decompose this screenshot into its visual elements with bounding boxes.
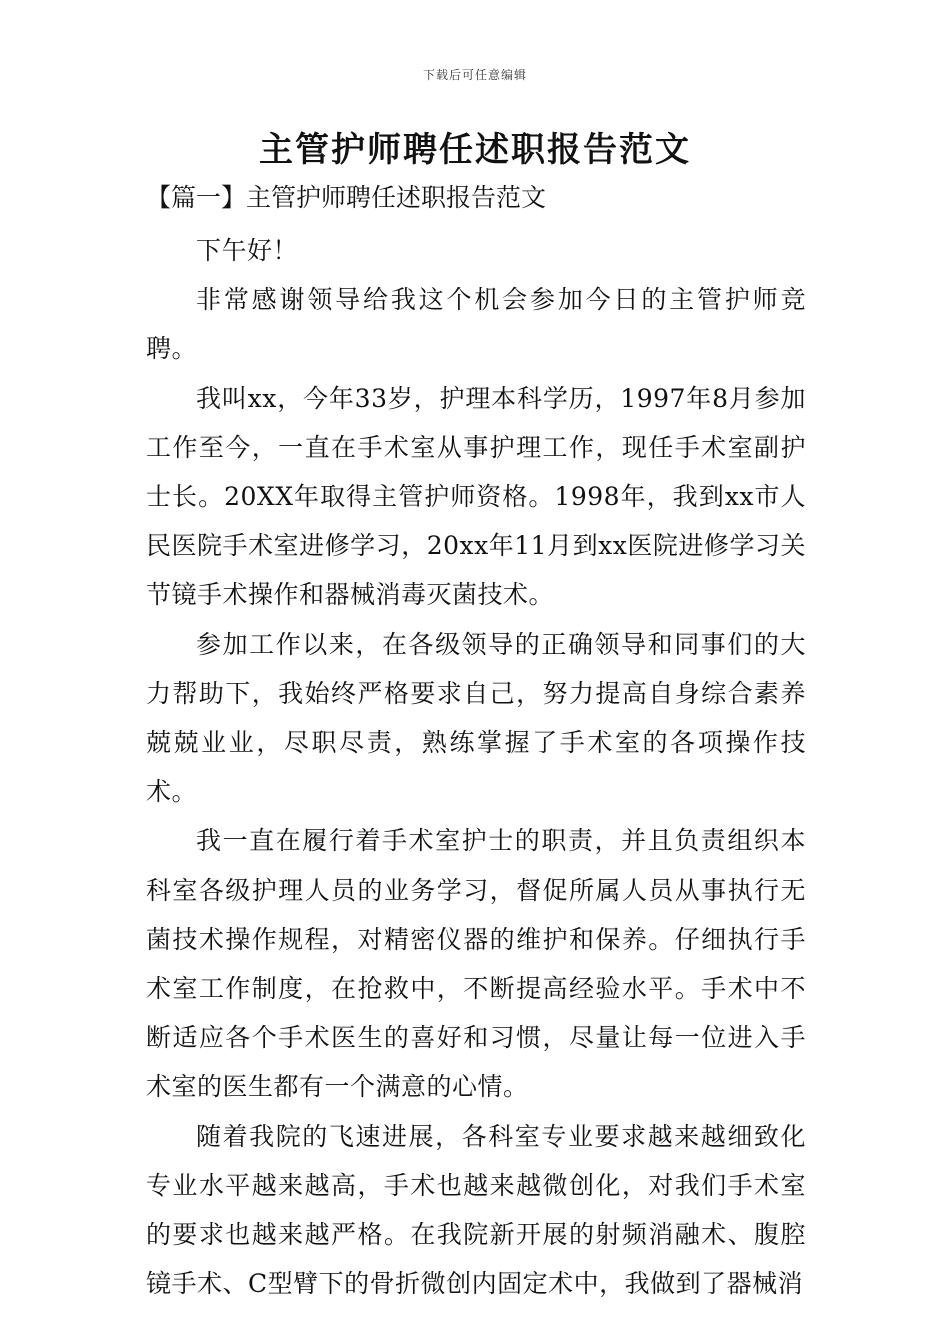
paragraph-duties: 我一直在履行着手术室护士的职责，并且负责组织本科室各级护理人员的业务学习，督促所属人员从事执行无菌技术操作规程，对精密仪器的维护和保养。仔细执行手术室工作制度，在抢救中，不断提高经验水平。手术中不断适应各个手术医生的喜好和习惯，尽量让每一位进入手术室的医生都有一个满意的心情。 — [146, 826, 806, 1102]
paragraph-thanks: 非常感谢领导给我这个机会参加今日的主管护师竞聘。 — [146, 285, 806, 364]
header-note: 下载后可任意编辑 — [422, 68, 527, 82]
paragraph-development: 随着我院的飞速进展，各科室专业要求越来越细致化专业水平越来越高，手术也越来越微创化，对我们手术室的要求也越来越严格。在我院新开展的射频消融术、腹腔镜手术、C型臂下的骨折微创内固定术中，我做到了器械消 — [146, 1121, 806, 1299]
paragraph-work-attitude: 参加工作以来，在各级领导的正确领导和同事们的大力帮助下，我始终严格要求自己，努力提高自身综合素养兢兢业业，尽职尽责，熟练掌握了手术室的各项操作技术。 — [146, 629, 806, 807]
paragraph-introduction: 我叫xx，今年33岁，护理本科学历，1997年8月参加工作至今，一直在手术室从事护理工作，现任手术室副护士长。20XX年取得主管护师资格。1998年，我到xx市人民医院手术室进修学习，20xx年11月到xx医院进修学习关节镜手术操作和器械消毒灭菌技术。 — [146, 383, 806, 610]
document-title: 主管护师聘任述职报告范文 — [259, 130, 691, 170]
paragraph-greeting: 下午好！ — [196, 236, 299, 265]
document-body — [146, 226, 806, 1308]
section-heading: 【篇一】主管护师聘任述职报告范文 — [146, 183, 547, 212]
